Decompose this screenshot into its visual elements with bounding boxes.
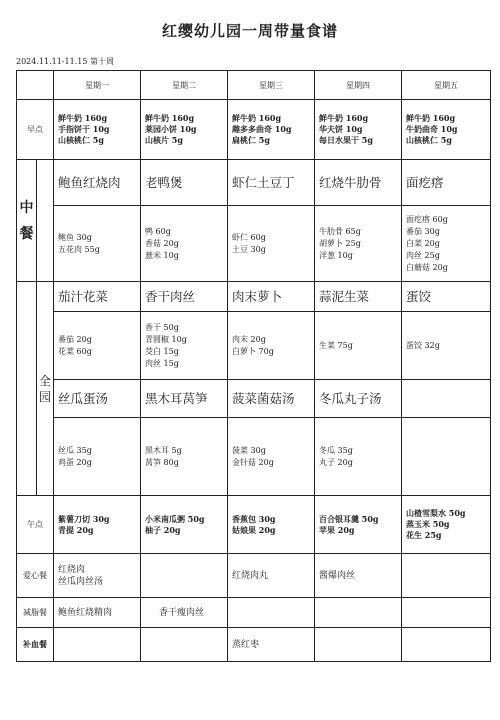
lunch-dish-row bbox=[17, 380, 491, 418]
special-cell: 红烧肉丸 bbox=[228, 554, 315, 598]
dish-name: 肉末萝卜 bbox=[228, 282, 315, 312]
snack-cell: 山楂雪梨水 50g 蒸玉米 50g 花生 25g bbox=[402, 496, 491, 554]
dish-name: 虾仁土豆丁 bbox=[228, 160, 315, 206]
header-row bbox=[17, 71, 491, 100]
lunch-spacer bbox=[17, 282, 37, 496]
ingredient-cell: 面疙瘩 60g 番茄 30g 白菜 20g 肉丝 25g 白蘑菇 20g bbox=[402, 206, 491, 282]
ingredient-cell: 香干 50g 青圆椒 10g 茭白 15g 肉丝 15g bbox=[141, 312, 228, 380]
dish-name: 面疙瘩 bbox=[402, 160, 491, 206]
special-cell: 蒸红枣 bbox=[228, 628, 315, 662]
dish-name: 冬瓜丸子汤 bbox=[315, 380, 402, 418]
day-header: 星期一 bbox=[54, 71, 141, 100]
lunch-ingredient-row bbox=[17, 312, 491, 380]
ingredient-cell: 生菜 75g bbox=[315, 312, 402, 380]
lunch-label: 中 餐 bbox=[17, 160, 37, 282]
dish-name: 茄汁花菜 bbox=[54, 282, 141, 312]
row-label: 爱心餐 bbox=[17, 554, 54, 598]
lunch-all-label: 全 园 bbox=[37, 282, 54, 496]
day-header: 星期二 bbox=[141, 71, 228, 100]
lunch-ingredient-row bbox=[17, 418, 491, 496]
ingredient-cell: 菠菜 30g 金针菇 20g bbox=[228, 418, 315, 496]
breakfast-cell: 鲜牛奶 160g 华夫饼 10g 每日水果干 5g bbox=[315, 100, 402, 160]
breakfast-cell: 鲜牛奶 160g 手指饼干 10g 山核桃仁 5g bbox=[54, 100, 141, 160]
dish-name bbox=[402, 380, 491, 418]
breakfast-row bbox=[17, 100, 491, 160]
special-cell bbox=[402, 598, 491, 628]
lunch-ingredient-row bbox=[17, 206, 491, 282]
day-header: 星期五 bbox=[402, 71, 491, 100]
snack-cell: 香蕉包 30g 姑娘果 20g bbox=[228, 496, 315, 554]
special-cell bbox=[228, 598, 315, 628]
ingredient-cell: 鲍鱼 30g 五花肉 55g bbox=[54, 206, 141, 282]
special-meal-row bbox=[17, 554, 491, 598]
dish-name: 鲍鱼红烧肉 bbox=[54, 160, 141, 206]
special-cell bbox=[402, 554, 491, 598]
dish-name: 红烧牛肋骨 bbox=[315, 160, 402, 206]
row-label: 午点 bbox=[17, 496, 54, 554]
corner-cell bbox=[17, 71, 54, 100]
ingredient-cell: 丝瓜 35g 鸡蛋 20g bbox=[54, 418, 141, 496]
row-label: 早点 bbox=[17, 100, 54, 160]
ingredient-cell: 黑木耳 5g 莴笋 80g bbox=[141, 418, 228, 496]
day-header: 星期三 bbox=[228, 71, 315, 100]
page-title: 红缨幼儿园一周带量食谱 bbox=[161, 22, 338, 40]
snack-row bbox=[17, 496, 491, 554]
special-cell bbox=[54, 628, 141, 662]
special-cell: 红烧肉 丝瓜肉丝汤 bbox=[54, 554, 141, 598]
dish-name: 香干肉丝 bbox=[141, 282, 228, 312]
ingredient-cell bbox=[402, 418, 491, 496]
day-header: 星期四 bbox=[315, 71, 402, 100]
special-cell bbox=[141, 628, 228, 662]
special-meal-row bbox=[17, 628, 491, 662]
snack-cell: 百合银耳羹 50g 苹果 20g bbox=[315, 496, 402, 554]
special-cell bbox=[315, 598, 402, 628]
ingredient-cell: 蛋饺 32g bbox=[402, 312, 491, 380]
lunch-dish-row bbox=[17, 160, 491, 206]
dish-name: 黑木耳莴笋 bbox=[141, 380, 228, 418]
breakfast-cell: 鲜牛奶 160g 莱园小饼 10g 山核片 5g bbox=[141, 100, 228, 160]
special-cell: 鲍鱼红烧精肉 bbox=[54, 598, 141, 628]
breakfast-cell: 鲜牛奶 160g 趣多多曲奇 10g 扁桃仁 5g bbox=[228, 100, 315, 160]
special-cell bbox=[315, 628, 402, 662]
week-range: 2024.11.11-11.15 第十周 bbox=[16, 57, 114, 66]
dish-name: 菠菜菌菇汤 bbox=[228, 380, 315, 418]
special-meal-row bbox=[17, 598, 491, 628]
dish-name: 蒜泥生菜 bbox=[315, 282, 402, 312]
special-cell bbox=[402, 628, 491, 662]
ingredient-cell: 番茄 20g 花菜 60g bbox=[54, 312, 141, 380]
menu-table bbox=[16, 70, 491, 662]
snack-cell: 紫薯刀切 30g 青提 20g bbox=[54, 496, 141, 554]
lunch-spacer bbox=[37, 160, 54, 282]
lunch-dish-row bbox=[17, 282, 491, 312]
special-cell bbox=[141, 554, 228, 598]
ingredient-cell: 牛肋骨 65g 胡萝卜 25g 洋葱 10g bbox=[315, 206, 402, 282]
row-label: 补血餐 bbox=[17, 628, 54, 662]
dish-name: 丝瓜蛋汤 bbox=[54, 380, 141, 418]
ingredient-cell: 肉末 20g 白萝卜 70g bbox=[228, 312, 315, 380]
breakfast-cell: 鲜牛奶 160g 牛奶曲奇 10g 山核桃仁 5g bbox=[402, 100, 491, 160]
special-cell: 香干瘦肉丝 bbox=[141, 598, 228, 628]
dish-name: 蛋饺 bbox=[402, 282, 491, 312]
ingredient-cell: 鸭 60g 香菇 20g 薏米 10g bbox=[141, 206, 228, 282]
ingredient-cell: 冬瓜 35g 丸子 20g bbox=[315, 418, 402, 496]
dish-name: 老鸭煲 bbox=[141, 160, 228, 206]
ingredient-cell: 虾仁 60g 土豆 30g bbox=[228, 206, 315, 282]
snack-cell: 小米南瓜粥 50g 柚子 20g bbox=[141, 496, 228, 554]
row-label: 减脂餐 bbox=[17, 598, 54, 628]
special-cell: 酱爆肉丝 bbox=[315, 554, 402, 598]
